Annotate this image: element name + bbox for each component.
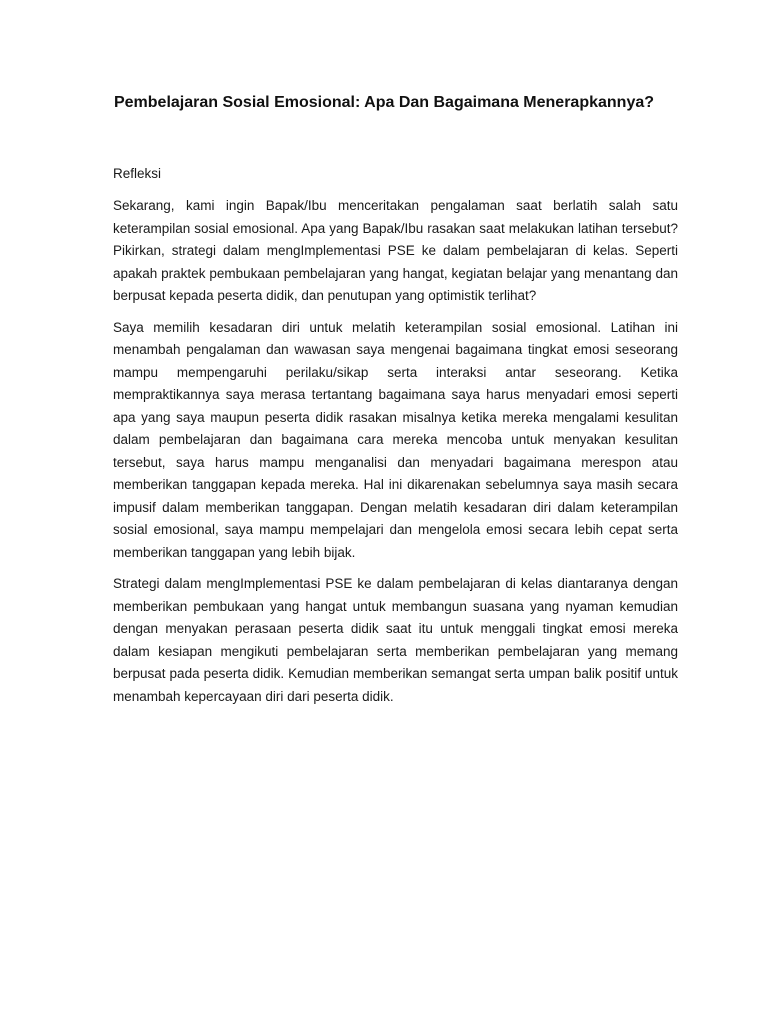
document-title: Pembelajaran Sosial Emosional: Apa Dan Bagaimana Menerapkannya? <box>113 94 655 111</box>
document-body <box>113 195 678 717</box>
paragraph-self-awareness: Saya memilih kesadaran diri untuk melatih keterampilan sosial emosional. Latihan ini menambah pengalaman dan wawasan saya mengenai bagaimana tingkat emosi seseorang mampu mempengaruhi perilaku/sikap serta interaksi antar seseorang. Ketika mempraktikannya saya merasa tertantang bagaimana saya harus menyadari emosi seperti apa yang saya maupun peserta didik rasakan misalnya ketika mereka mengalami kesulitan dalam pembelajaran dan bagaimana cara mereka mencoba untuk menyakan kesulitan tersebut, saya harus mampu menganalisi dan menyadari bagaimana merespon atau memberikan tanggapan kepada mereka. Hal ini dikarenakan sebelumnya saya masih secara impusif dalam memberikan tanggapan. Dengan melatih kesadaran diri dalam keterampilan sosial emosional, saya mampu mempelajari dan mengelola emosi secara lebih cepat serta memberikan tanggapan yang lebih bijak. <box>113 319 678 560</box>
paragraph-intro-question: Sekarang, kami ingin Bapak/Ibu menceritakan pengalaman saat berlatih salah satu keterampilan sosial emosional. Apa yang Bapak/Ibu rasakan saat melakukan latihan tersebut? Pikirkan, strategi dalam mengImplementasi PSE ke dalam pembelajaran di kelas. Seperti apakah praktek pembukaan pembelajaran yang hangat, kegiatan belajar yang menantang dan berpusat kepada peserta didik, dan penutupan yang optimistik terlihat? <box>113 198 678 303</box>
section-heading-refleksi: Refleksi <box>113 166 162 181</box>
paragraph-pse-strategy: Strategi dalam mengImplementasi PSE ke dalam pembelajaran di kelas diantaranya dengan memberikan pembukaan yang hangat untuk membangun suasana yang nyaman kemudian dengan menyakan perasaan peserta didik saat itu untuk menggali tingkat emosi mereka dalam kesiapan mengikuti pembelajaran serta memberikan pembelajaran yang memang berpusat pada peserta didik. Kemudian memberikan semangat serta umpan balik positif untuk menambah kepercayaan diri dari peserta didik. <box>113 576 678 704</box>
